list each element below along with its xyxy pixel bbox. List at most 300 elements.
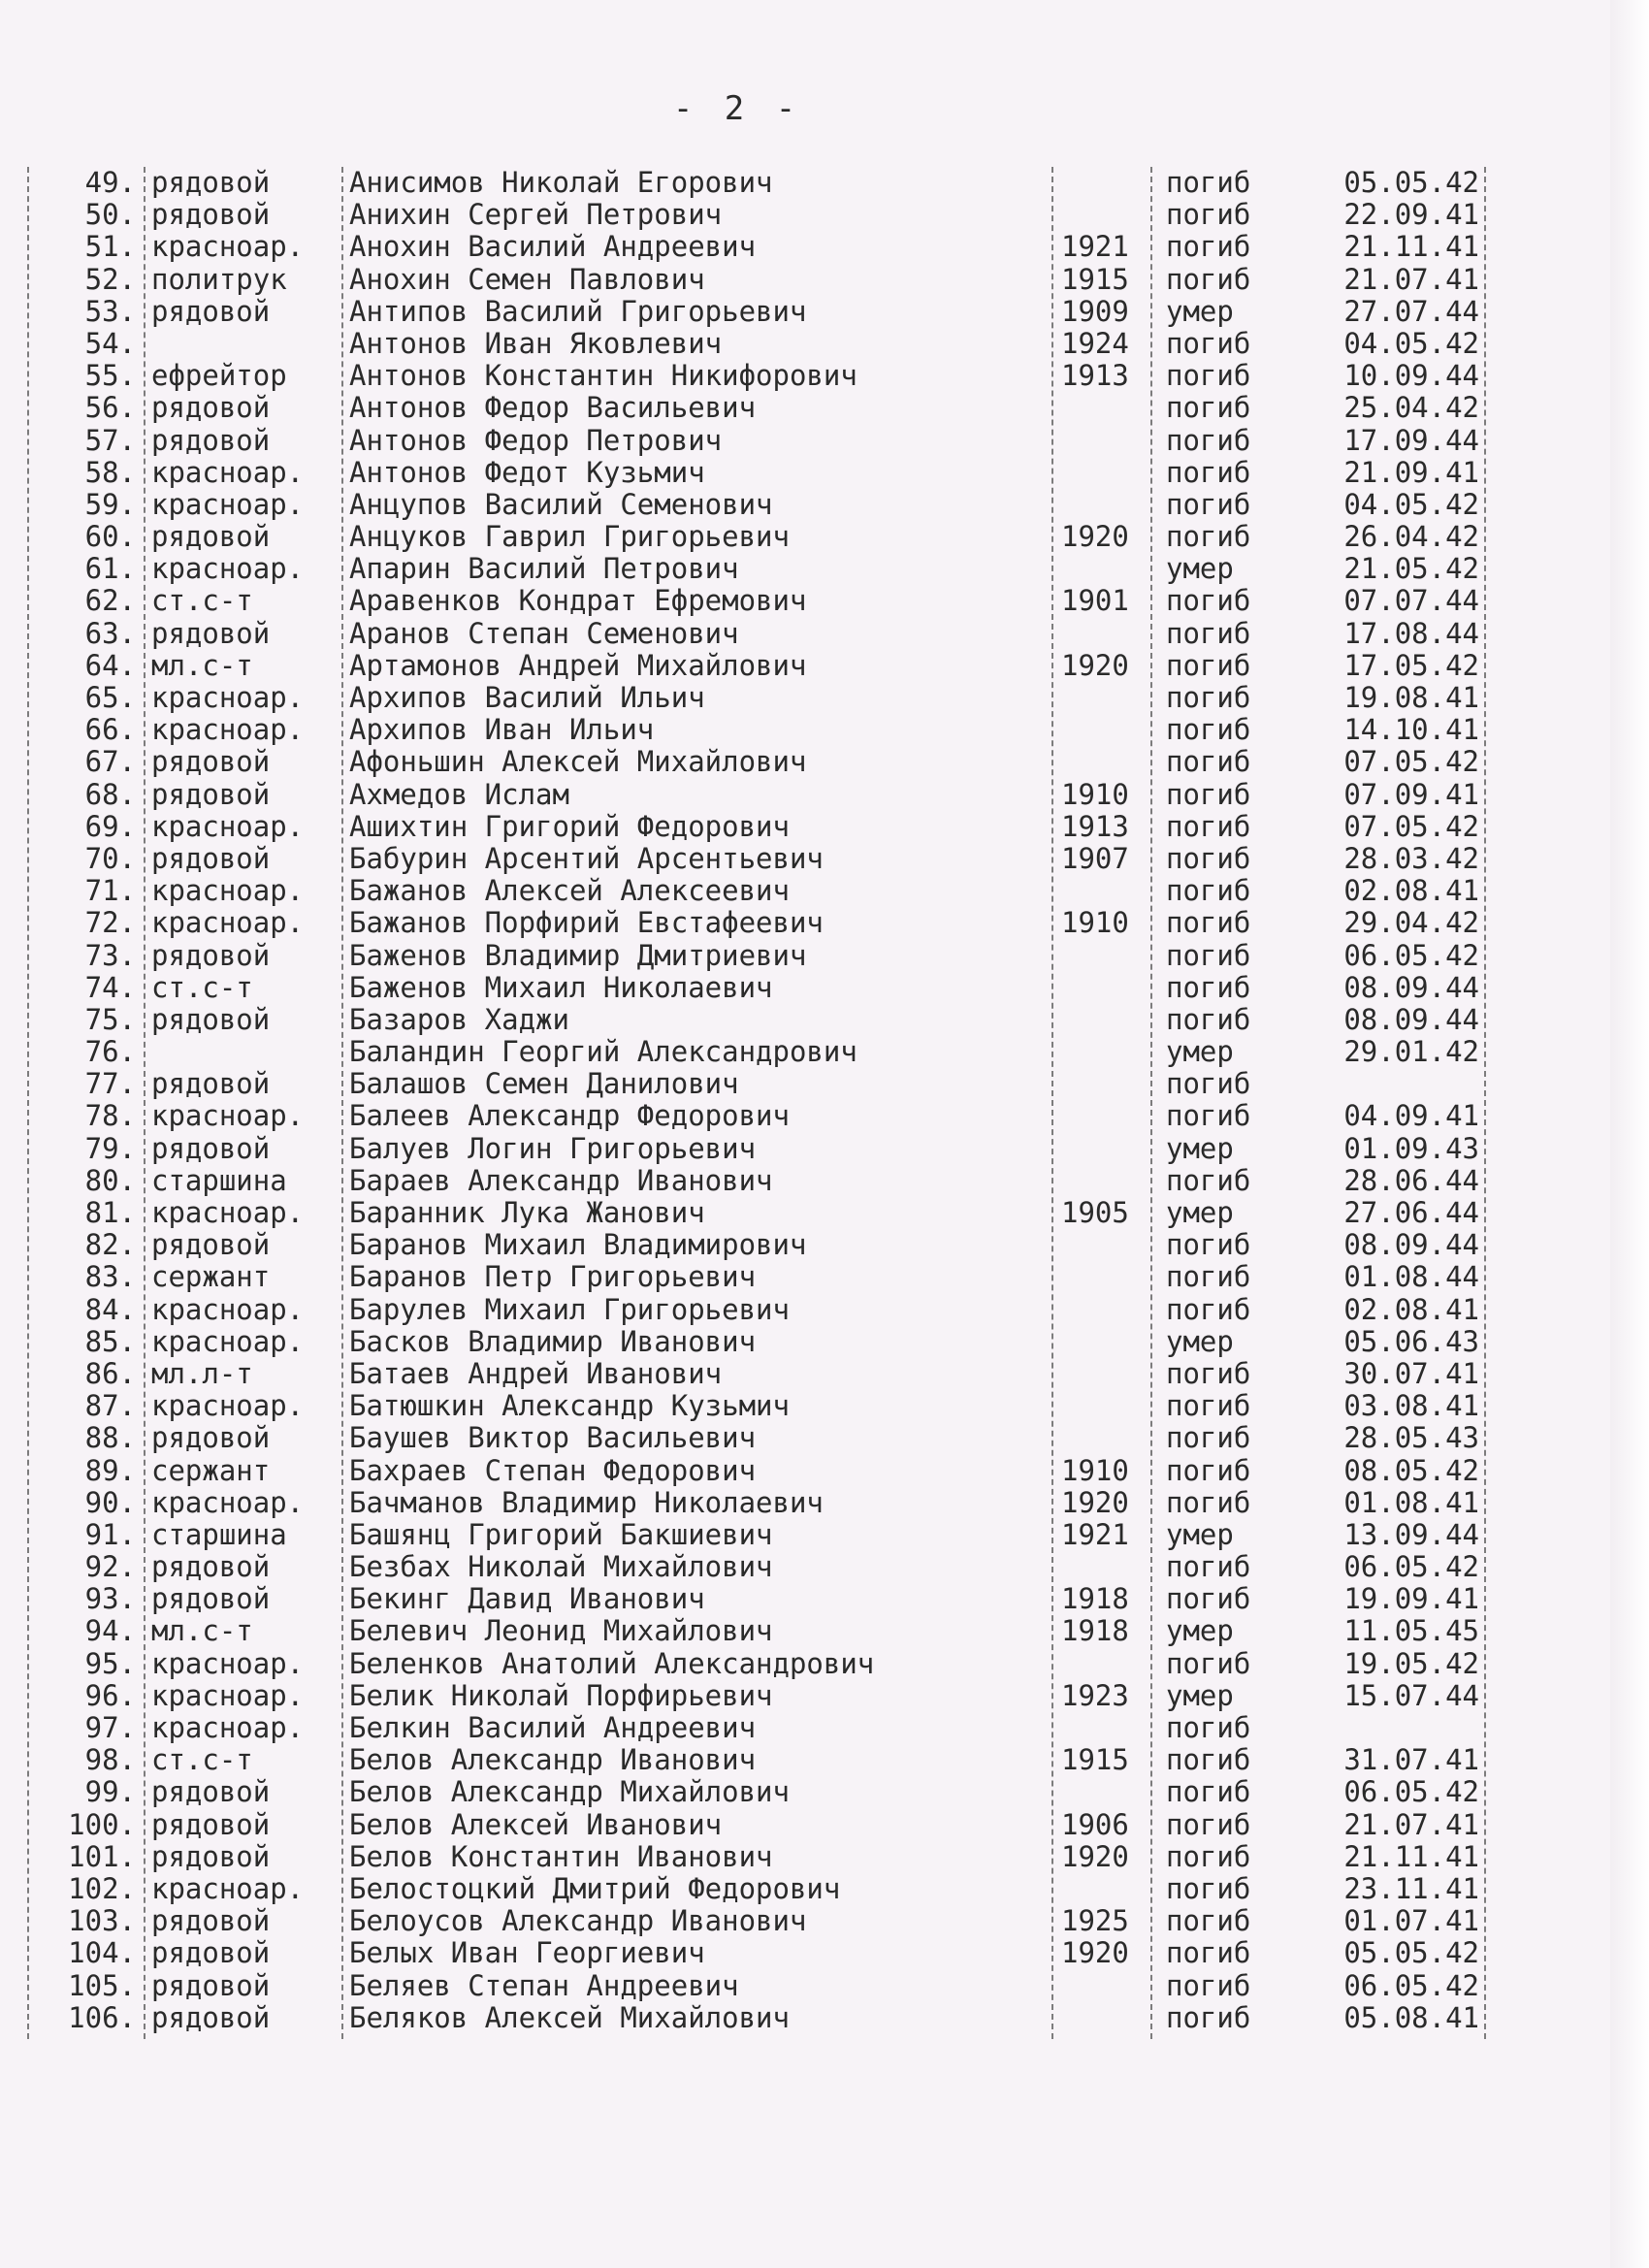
record-name: Анцупов Василий Семенович: [349, 487, 773, 521]
list-item: [29, 1455, 1489, 1487]
record-status: погиб: [1166, 423, 1251, 457]
record-rank: рядовой: [151, 938, 271, 972]
record-name: Антонов Константин Никифорович: [349, 359, 857, 393]
record-number: 77.: [84, 1067, 136, 1101]
list-item: [29, 553, 1489, 585]
record-number: 91.: [84, 1517, 136, 1551]
record-status: погиб: [1166, 230, 1251, 264]
record-rank: политрук: [151, 262, 287, 296]
list-item: [29, 264, 1489, 296]
record-birth-year: 1921: [1061, 230, 1129, 264]
list-item: [29, 1326, 1489, 1358]
record-status: погиб: [1166, 1067, 1251, 1101]
record-status: погиб: [1166, 1389, 1251, 1423]
record-status: погиб: [1166, 1871, 1251, 1905]
record-name: Баженов Михаил Николаевич: [349, 970, 773, 1004]
record-status: погиб: [1166, 1292, 1251, 1326]
record-birth-year: 1913: [1061, 809, 1129, 843]
record-status: умер: [1166, 1131, 1234, 1165]
record-name: Басков Владимир Иванович: [349, 1324, 757, 1358]
record-rank: рядовой: [151, 1839, 271, 1873]
list-item: [29, 2002, 1489, 2034]
record-status: погиб: [1166, 841, 1251, 875]
record-rank: красноар.: [151, 1711, 305, 1744]
record-rank: рядовой: [151, 1775, 271, 1809]
record-status: погиб: [1166, 681, 1251, 714]
record-status: погиб: [1166, 1002, 1251, 1036]
record-name: Баландин Георгий Александрович: [349, 1035, 857, 1069]
record-number: 65.: [84, 681, 136, 714]
record-status: умер: [1166, 1324, 1234, 1358]
record-date: 21.05.42: [1343, 552, 1479, 586]
record-rank: рядовой: [151, 1904, 271, 1938]
list-item: [29, 1100, 1489, 1132]
record-number: 103.: [68, 1904, 136, 1938]
record-date: 04.05.42: [1343, 487, 1479, 521]
record-number: 79.: [84, 1131, 136, 1165]
record-number: 71.: [84, 874, 136, 908]
record-number: 70.: [84, 841, 136, 875]
record-date: 28.05.43: [1343, 1421, 1479, 1455]
record-name: Анохин Семен Павлович: [349, 262, 705, 296]
record-status: погиб: [1166, 616, 1251, 650]
list-item: [29, 1648, 1489, 1680]
record-status: умер: [1166, 1614, 1234, 1648]
record-rank: красноар.: [151, 1485, 305, 1519]
record-birth-year: 1920: [1061, 1839, 1129, 1873]
list-item: [29, 1937, 1489, 1969]
record-date: 19.08.41: [1343, 681, 1479, 714]
record-name: Бахраев Степан Федорович: [349, 1453, 757, 1487]
record-number: 49.: [84, 166, 136, 199]
list-item: [29, 585, 1489, 617]
record-date: 23.11.41: [1343, 1871, 1479, 1905]
record-name: Бажанов Алексей Алексеевич: [349, 874, 790, 908]
record-date: 04.05.42: [1343, 326, 1479, 360]
record-number: 88.: [84, 1421, 136, 1455]
record-name: Балеев Александр Федорович: [349, 1099, 790, 1133]
record-number: 84.: [84, 1292, 136, 1326]
record-status: погиб: [1166, 1807, 1251, 1841]
record-status: погиб: [1166, 1485, 1251, 1519]
record-name: Белов Александр Иванович: [349, 1743, 757, 1777]
record-rank: красноар.: [151, 1646, 305, 1680]
record-name: Батаев Андрей Иванович: [349, 1356, 723, 1390]
record-date: 07.05.42: [1343, 745, 1479, 779]
record-name: Бараев Александр Иванович: [349, 1163, 773, 1197]
list-item: [29, 1744, 1489, 1776]
record-date: 02.08.41: [1343, 1292, 1479, 1326]
list-item: [29, 1422, 1489, 1454]
record-birth-year: 1910: [1061, 1453, 1129, 1487]
record-name: Анихин Сергей Петрович: [349, 198, 723, 232]
list-item: [29, 682, 1489, 714]
record-date: 15.07.44: [1343, 1678, 1479, 1712]
record-date: 27.06.44: [1343, 1196, 1479, 1229]
list-item: [29, 1615, 1489, 1647]
record-birth-year: 1910: [1061, 777, 1129, 811]
record-status: погиб: [1166, 1163, 1251, 1197]
record-birth-year: 1924: [1061, 326, 1129, 360]
record-status: погиб: [1166, 745, 1251, 779]
record-name: Белик Николай Порфирьевич: [349, 1678, 773, 1712]
record-birth-year: 1915: [1061, 1743, 1129, 1777]
record-birth-year: 1920: [1061, 520, 1129, 554]
record-rank: рядовой: [151, 1807, 271, 1841]
record-rank: рядовой: [151, 1968, 271, 2002]
record-number: 76.: [84, 1035, 136, 1069]
list-item: [29, 489, 1489, 521]
record-status: умер: [1166, 1196, 1234, 1229]
record-status: погиб: [1166, 455, 1251, 489]
record-date: 05.05.42: [1343, 1936, 1479, 1970]
page-number: - 2 -: [672, 89, 802, 128]
record-name: Белов Константин Иванович: [349, 1839, 773, 1873]
record-rank: красноар.: [151, 1324, 305, 1358]
record-date: 17.08.44: [1343, 616, 1479, 650]
record-birth-year: 1920: [1061, 648, 1129, 682]
record-name: Архипов Василий Ильич: [349, 681, 705, 714]
list-item: [29, 328, 1489, 360]
record-date: 19.05.42: [1343, 1646, 1479, 1680]
record-status: погиб: [1166, 809, 1251, 843]
record-name: Анцуков Гаврил Григорьевич: [349, 520, 790, 554]
record-date: 08.09.44: [1343, 1002, 1479, 1036]
record-status: погиб: [1166, 970, 1251, 1004]
list-item: [29, 521, 1489, 553]
record-rank: мл.с-т: [151, 1614, 253, 1648]
record-number: 94.: [84, 1614, 136, 1648]
list-item: [29, 746, 1489, 778]
record-number: 75.: [84, 1002, 136, 1036]
record-rank: красноар.: [151, 487, 305, 521]
record-number: 85.: [84, 1324, 136, 1358]
record-number: 66.: [84, 713, 136, 747]
list-item: [29, 425, 1489, 457]
record-status: погиб: [1166, 1743, 1251, 1777]
record-status: погиб: [1166, 874, 1251, 908]
list-item: [29, 618, 1489, 650]
record-status: погиб: [1166, 326, 1251, 360]
record-number: 104.: [68, 1936, 136, 1970]
record-name: Батюшкин Александр Кузьмич: [349, 1389, 790, 1423]
record-rank: рядовой: [151, 1582, 271, 1616]
record-name: Баушев Виктор Васильевич: [349, 1421, 757, 1455]
record-name: Беляков Алексей Михайлович: [349, 2000, 790, 2034]
list-item: [29, 1905, 1489, 1937]
record-status: погиб: [1166, 520, 1251, 554]
record-date: 01.08.44: [1343, 1260, 1479, 1294]
list-item: [29, 1841, 1489, 1873]
record-birth-year: 1920: [1061, 1485, 1129, 1519]
record-number: 74.: [84, 970, 136, 1004]
record-date: 21.09.41: [1343, 455, 1479, 489]
record-status: умер: [1166, 294, 1234, 328]
record-rank: рядовой: [151, 1421, 271, 1455]
record-date: 25.04.42: [1343, 391, 1479, 425]
record-name: Антонов Иван Яковлевич: [349, 326, 723, 360]
record-rank: старшина: [151, 1163, 287, 1197]
record-name: Баранник Лука Жанович: [349, 1196, 705, 1229]
record-date: 21.11.41: [1343, 1839, 1479, 1873]
record-date: 08.05.42: [1343, 1453, 1479, 1487]
record-name: Бажанов Порфирий Евстафеевич: [349, 906, 824, 940]
record-name: Анисимов Николай Егорович: [349, 166, 773, 199]
record-number: 106.: [68, 2000, 136, 2034]
list-item: [29, 1519, 1489, 1551]
record-rank: красноар.: [151, 455, 305, 489]
record-rank: рядовой: [151, 616, 271, 650]
list-item: [29, 457, 1489, 489]
record-number: 81.: [84, 1196, 136, 1229]
record-rank: ст.с-т: [151, 970, 253, 1004]
record-date: 05.05.42: [1343, 166, 1479, 199]
list-item: [29, 296, 1489, 328]
record-date: 03.08.41: [1343, 1389, 1479, 1423]
record-birth-year: 1920: [1061, 1936, 1129, 1970]
record-status: погиб: [1166, 1099, 1251, 1133]
record-name: Балуев Логин Григорьевич: [349, 1131, 757, 1165]
record-status: погиб: [1166, 1711, 1251, 1744]
record-status: погиб: [1166, 1968, 1251, 2002]
record-date: 30.07.41: [1343, 1356, 1479, 1390]
record-status: погиб: [1166, 1775, 1251, 1809]
record-date: 08.09.44: [1343, 1228, 1479, 1262]
record-name: Белых Иван Георгиевич: [349, 1936, 705, 1970]
record-name: Бачманов Владимир Николаевич: [349, 1485, 824, 1519]
record-name: Аравенков Кондрат Ефремович: [349, 584, 807, 618]
record-name: Беляев Степан Андреевич: [349, 1968, 739, 2002]
record-name: Белкин Василий Андреевич: [349, 1711, 757, 1744]
list-item: [29, 231, 1489, 263]
record-number: 101.: [68, 1839, 136, 1873]
list-item: [29, 1809, 1489, 1841]
record-rank: сержант: [151, 1260, 271, 1294]
record-number: 56.: [84, 391, 136, 425]
record-name: Белостоцкий Дмитрий Федорович: [349, 1871, 841, 1905]
record-status: погиб: [1166, 1260, 1251, 1294]
record-date: 17.05.42: [1343, 648, 1479, 682]
record-rank: рядовой: [151, 391, 271, 425]
record-rank: красноар.: [151, 809, 305, 843]
record-rank: рядовой: [151, 1067, 271, 1101]
record-date: 07.09.41: [1343, 777, 1479, 811]
record-name: Балашов Семен Данилович: [349, 1067, 739, 1101]
record-rank: рядовой: [151, 777, 271, 811]
record-status: погиб: [1166, 648, 1251, 682]
record-name: Белевич Леонид Михайлович: [349, 1614, 773, 1648]
record-rank: красноар.: [151, 230, 305, 264]
record-rank: рядовой: [151, 423, 271, 457]
record-date: 29.04.42: [1343, 906, 1479, 940]
record-number: 54.: [84, 326, 136, 360]
record-number: 86.: [84, 1356, 136, 1390]
record-date: 04.09.41: [1343, 1099, 1479, 1133]
record-rank: рядовой: [151, 745, 271, 779]
record-name: Антонов Федор Петрович: [349, 423, 723, 457]
record-date: 26.04.42: [1343, 520, 1479, 554]
list-item: [29, 1873, 1489, 1905]
record-number: 62.: [84, 584, 136, 618]
record-rank: сержант: [151, 1453, 271, 1487]
record-name: Баранов Михаил Владимирович: [349, 1228, 807, 1262]
record-birth-year: 1921: [1061, 1517, 1129, 1551]
record-name: Бабурин Арсентий Арсентьевич: [349, 841, 824, 875]
record-number: 82.: [84, 1228, 136, 1262]
record-rank: мл.л-т: [151, 1356, 253, 1390]
record-rank: рядовой: [151, 1550, 271, 1584]
record-number: 97.: [84, 1711, 136, 1744]
list-item: [29, 779, 1489, 811]
record-status: погиб: [1166, 1356, 1251, 1390]
record-number: 55.: [84, 359, 136, 393]
record-date: 06.05.42: [1343, 1775, 1479, 1809]
record-rank: мл.с-т: [151, 648, 253, 682]
record-status: погиб: [1166, 487, 1251, 521]
record-rank: рядовой: [151, 198, 271, 232]
record-name: Бекинг Давид Иванович: [349, 1582, 705, 1616]
record-name: Антонов Федор Васильевич: [349, 391, 757, 425]
record-birth-year: 1923: [1061, 1678, 1129, 1712]
record-date: 17.09.44: [1343, 423, 1479, 457]
list-item: [29, 1165, 1489, 1197]
record-rank: рядовой: [151, 841, 271, 875]
record-name: Безбах Николай Михайлович: [349, 1550, 773, 1584]
record-rank: красноар.: [151, 681, 305, 714]
record-rank: рядовой: [151, 1936, 271, 1970]
record-number: 102.: [68, 1871, 136, 1905]
record-number: 58.: [84, 455, 136, 489]
record-name: Апарин Василий Петрович: [349, 552, 739, 586]
record-rank: красноар.: [151, 1389, 305, 1423]
record-rank: старшина: [151, 1517, 287, 1551]
list-item: [29, 167, 1489, 199]
record-number: 95.: [84, 1646, 136, 1680]
record-rank: ст.с-т: [151, 584, 253, 618]
record-date: 01.07.41: [1343, 1904, 1479, 1938]
record-rank: рядовой: [151, 520, 271, 554]
record-date: 28.03.42: [1343, 841, 1479, 875]
record-birth-year: 1905: [1061, 1196, 1129, 1229]
list-item: [29, 1487, 1489, 1519]
record-name: Ашихтин Григорий Федорович: [349, 809, 790, 843]
record-status: погиб: [1166, 938, 1251, 972]
record-number: 57.: [84, 423, 136, 457]
list-item: [29, 1261, 1489, 1293]
record-status: погиб: [1166, 1904, 1251, 1938]
record-number: 60.: [84, 520, 136, 554]
record-date: 07.05.42: [1343, 809, 1479, 843]
record-number: 51.: [84, 230, 136, 264]
record-number: 83.: [84, 1260, 136, 1294]
record-name: Аранов Степан Семенович: [349, 616, 739, 650]
record-status: умер: [1166, 1678, 1234, 1712]
record-status: погиб: [1166, 359, 1251, 393]
record-number: 63.: [84, 616, 136, 650]
page-edge: [1610, 0, 1649, 2268]
record-number: 100.: [68, 1807, 136, 1841]
record-date: 28.06.44: [1343, 1163, 1479, 1197]
record-birth-year: 1906: [1061, 1807, 1129, 1841]
record-rank: рядовой: [151, 1002, 271, 1036]
record-date: 19.09.41: [1343, 1582, 1479, 1616]
record-number: 99.: [84, 1775, 136, 1809]
list-item: [29, 360, 1489, 392]
record-date: 06.05.42: [1343, 1968, 1479, 2002]
record-status: погиб: [1166, 1839, 1251, 1873]
record-status: погиб: [1166, 1421, 1251, 1455]
record-name: Артамонов Андрей Михайлович: [349, 648, 807, 682]
list-item: [29, 1294, 1489, 1326]
record-status: умер: [1166, 1517, 1234, 1551]
record-status: погиб: [1166, 713, 1251, 747]
record-date: 21.11.41: [1343, 230, 1479, 264]
list-item: [29, 1036, 1489, 1068]
record-date: 22.09.41: [1343, 198, 1479, 232]
record-date: 31.07.41: [1343, 1743, 1479, 1777]
list-item: [29, 1004, 1489, 1036]
record-status: погиб: [1166, 391, 1251, 425]
record-birth-year: 1915: [1061, 262, 1129, 296]
record-rank: красноар.: [151, 552, 305, 586]
record-status: погиб: [1166, 1228, 1251, 1262]
record-name: Баранов Петр Григорьевич: [349, 1260, 757, 1294]
record-status: погиб: [1166, 2000, 1251, 2034]
record-name: Афоньшин Алексей Михайлович: [349, 745, 807, 779]
record-date: 14.10.41: [1343, 713, 1479, 747]
record-date: 21.07.41: [1343, 1807, 1479, 1841]
record-status: погиб: [1166, 262, 1251, 296]
record-name: Белов Александр Михайлович: [349, 1775, 790, 1809]
record-status: погиб: [1166, 1936, 1251, 1970]
record-rank: красноар.: [151, 1292, 305, 1326]
record-rank: ст.с-т: [151, 1743, 253, 1777]
list-item: [29, 199, 1489, 231]
list-item: [29, 1358, 1489, 1390]
record-rank: рядовой: [151, 294, 271, 328]
record-birth-year: 1918: [1061, 1614, 1129, 1648]
record-rank: ефрейтор: [151, 359, 287, 393]
record-date: 06.05.42: [1343, 1550, 1479, 1584]
record-rank: красноар.: [151, 874, 305, 908]
record-name: Базаров Хаджи: [349, 1002, 569, 1036]
record-name: Антонов Федот Кузьмич: [349, 455, 705, 489]
list-item: [29, 1390, 1489, 1422]
list-item: [29, 1551, 1489, 1583]
record-number: 50.: [84, 198, 136, 232]
record-birth-year: 1909: [1061, 294, 1129, 328]
record-name: Архипов Иван Ильич: [349, 713, 655, 747]
record-date: 29.01.42: [1343, 1035, 1479, 1069]
record-name: Баженов Владимир Дмитриевич: [349, 938, 807, 972]
record-date: 05.08.41: [1343, 2000, 1479, 2034]
record-birth-year: 1907: [1061, 841, 1129, 875]
record-number: 105.: [68, 1968, 136, 2002]
record-number: 78.: [84, 1099, 136, 1133]
record-date: 02.08.41: [1343, 874, 1479, 908]
list-item: [29, 1229, 1489, 1261]
list-item: [29, 1970, 1489, 2002]
list-item: [29, 1133, 1489, 1165]
record-name: Барулев Михаил Григорьевич: [349, 1292, 790, 1326]
record-birth-year: 1901: [1061, 584, 1129, 618]
record-date: 01.08.41: [1343, 1485, 1479, 1519]
record-birth-year: 1910: [1061, 906, 1129, 940]
record-number: 80.: [84, 1163, 136, 1197]
record-number: 89.: [84, 1453, 136, 1487]
record-rank: красноар.: [151, 713, 305, 747]
record-date: 07.07.44: [1343, 584, 1479, 618]
